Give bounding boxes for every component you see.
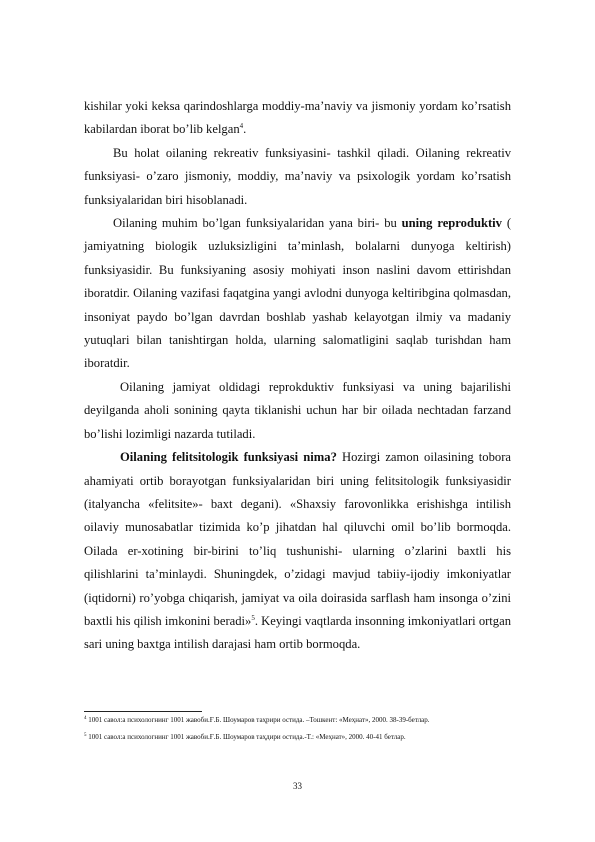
footnote-ref-5[interactable]: 5 [251, 613, 255, 622]
footnote-4: $^4$ 1001 савол:а психологнинг 1001 жавоби.Ғ.Б. Шоумаров таҳрири остида. –Тошкент: «Меҳнат», 2000. 38-39-бетлар. [84, 716, 430, 724]
page-number: 33 [293, 781, 302, 791]
footnote-5: $^5$ 1001 савол:а психологнинг 1001 жавоби.Ғ.Б. Шоумаров таҳдири остида.-Т.: «Меҳнат», 2000. 40-41 бетлар. [84, 733, 406, 741]
paragraph-3: Oilaning muhim bo’lgan funksiyalaridan yana biri- bu uning reproduktiv ( jamiyatning biologik uzluksizligini ta’minlash, bolalarni dunyoga keltirish) funksiyasidir. Bu funksiyaning asosiy mohiyati inson naslini davom ettirishdan iboratdir. Oilaning vazifasi faqatgina yangi avlodni dunyoga keltiribgina qolmasdan, insoniyat paydo bo’lgan davrdan boshlab yashab kelayotgan ilmiy va madaniy yutuqlari bilan tanishtirgan holda, ularning salomatligini saqlab turishdan ham iboratdir. [84, 216, 512, 371]
body-text [84, 95, 511, 657]
paragraph-2: Bu holat oilaning rekreativ funksiyasini- tashkil qiladi. Oilaning rekreativ funksiyasi- o’zaro jismoniy, moddiy, ma’naviy va psixologik yordam ko’rsatish funksiyalaridan biri hisoblanadi. [84, 145, 511, 207]
bold-question: Oilaning felitsitologik funksiyasi nima? [120, 450, 337, 465]
paragraph-1: kishilar yoki keksa qarindoshlarga moddiy-ma’naviy va jismoniy yordam ko’rsatish kabilardan iborat bo’lib kelgan$^4$. [84, 99, 511, 137]
footnote-divider [84, 711, 202, 712]
paragraph-5: Oilaning felitsitologik funksiyasi nima? Hozirgi zamon oilasining tobora ahamiyati ortib borayotgan funksiyalaridan biri uning felitsitologik funksiyasidir (italyancha «felitsite»- baxt degani). «Shaxsiy farovonlikka erishishga intilish oilaviy munosabatlar tizimida ko’p jihatdan hal qiluvchi omil bo’lib bormoqda. Oilada er-xotining bir-birini to’liq tushunishi- ularning o’zlarini baxtli his qilishlarini ta’minlaydi. Shuningdek, o’zidagi mavjud tabiiy-ijodiy imkoniyatlar (iqtidorni) ro’yobga chiqarish, jamiyat va oila doirasida sarflash ham insonga o’zini baxtli his qilish imkonini beradi»$^5$. Keyingi vaqtlarda insonning imkoniyatlari ortgan sari uning baxtga intilish darajasi ham ortib bormoqda. [84, 450, 511, 652]
paragraph-4: Oilaning jamiyat oldidagi reprokduktiv funksiyasi va uning bajarilishi deyilganda aholi sonining qayta tiklanishi uchun har bir oilada nechtadan farzand bo’lishi lozimligi nazarda tutiladi. [84, 379, 511, 441]
footnote-ref-4[interactable]: 4 [239, 122, 244, 131]
bold-term-reproductive: uning reproduktiv [401, 216, 502, 231]
